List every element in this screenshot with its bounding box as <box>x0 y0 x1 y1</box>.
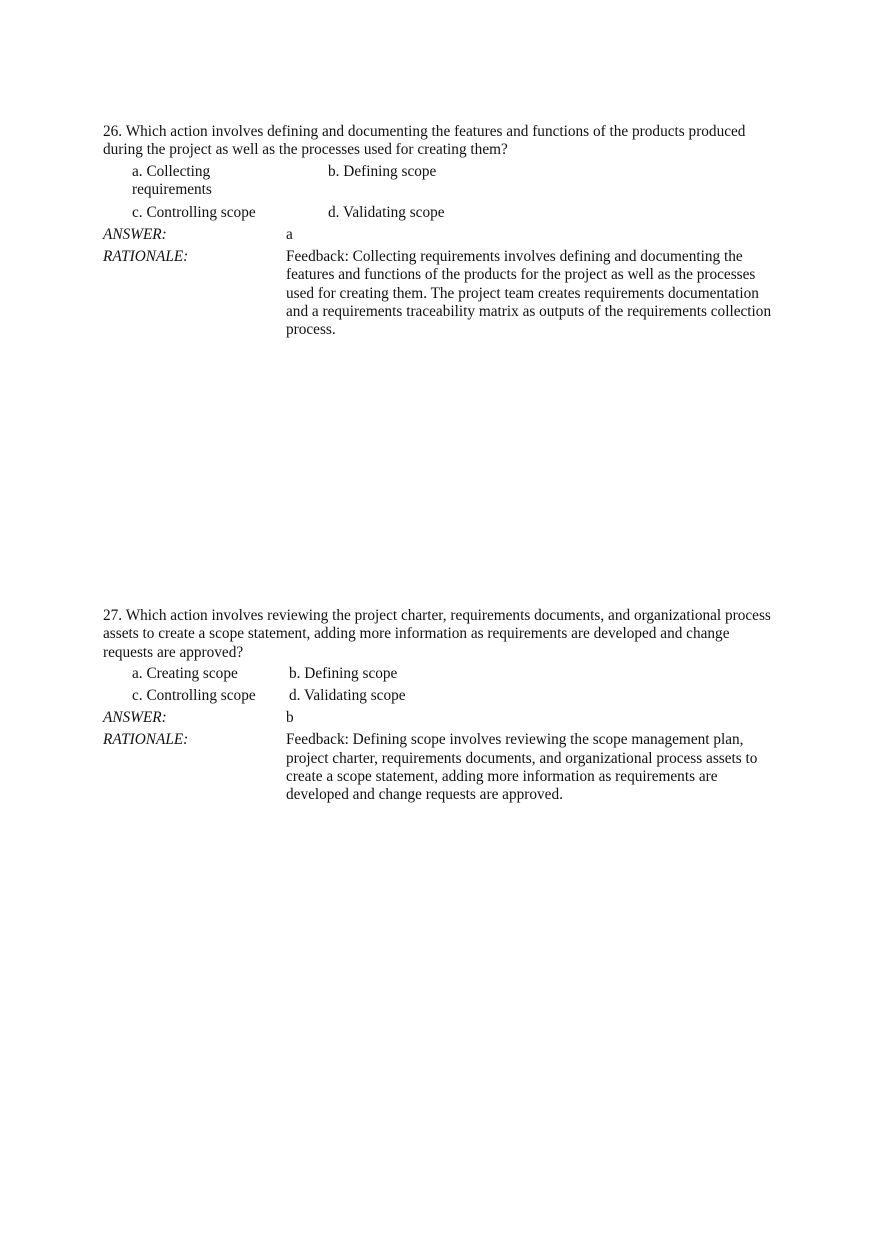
question-number: 27. <box>103 607 123 624</box>
answer-options <box>103 665 783 709</box>
answer-label: ANSWER: <box>103 225 167 243</box>
rationale-text: Feedback: Collecting requirements involves defining and documenting the features and functions of the products for the project as well as the processes used for creating them. The project team creates requirements documentation and a requirements traceability matrix as outputs of the requirements collection process. <box>286 247 772 339</box>
question-26 <box>103 123 783 339</box>
option-d: d. Validating scope <box>328 203 445 221</box>
answer-value: a <box>286 225 293 243</box>
option-b: b. Defining scope <box>289 665 398 683</box>
answer-row <box>103 226 783 248</box>
rationale-text: Feedback: Defining scope involves reviewing the scope management plan, project charter, requirements documents, and organizational process assets to create a scope statement, adding more information as requirements are developed and change requests are approved. <box>286 731 758 804</box>
question-number: 26. <box>103 123 123 140</box>
option-d: d. Validating scope <box>289 687 406 705</box>
option-a: a. Creating scope <box>132 665 238 683</box>
rationale-label: RATIONALE: <box>103 247 189 265</box>
option-a: a. Collecting requirements <box>132 162 212 199</box>
option-c: c. Controlling scope <box>132 687 256 705</box>
answer-label: ANSWER: <box>103 709 167 727</box>
answer-row <box>103 709 783 731</box>
question-text <box>103 123 783 160</box>
answer-value: b <box>286 709 294 727</box>
question-body: Which action involves defining and documenting the features and functions of the products produced during the project as well as the processes used for creating them? <box>103 123 746 159</box>
option-c: c. Controlling scope <box>132 203 256 221</box>
question-text <box>103 607 783 662</box>
option-b: b. Defining scope <box>328 162 437 180</box>
rationale-label: RATIONALE: <box>103 731 189 749</box>
question-27 <box>103 607 783 804</box>
question-body: Which action involves reviewing the project charter, requirements documents, and organizational process assets to create a scope statement, adding more information as requirements are developed and change requests are approved? <box>103 607 771 661</box>
answer-options <box>103 163 783 226</box>
